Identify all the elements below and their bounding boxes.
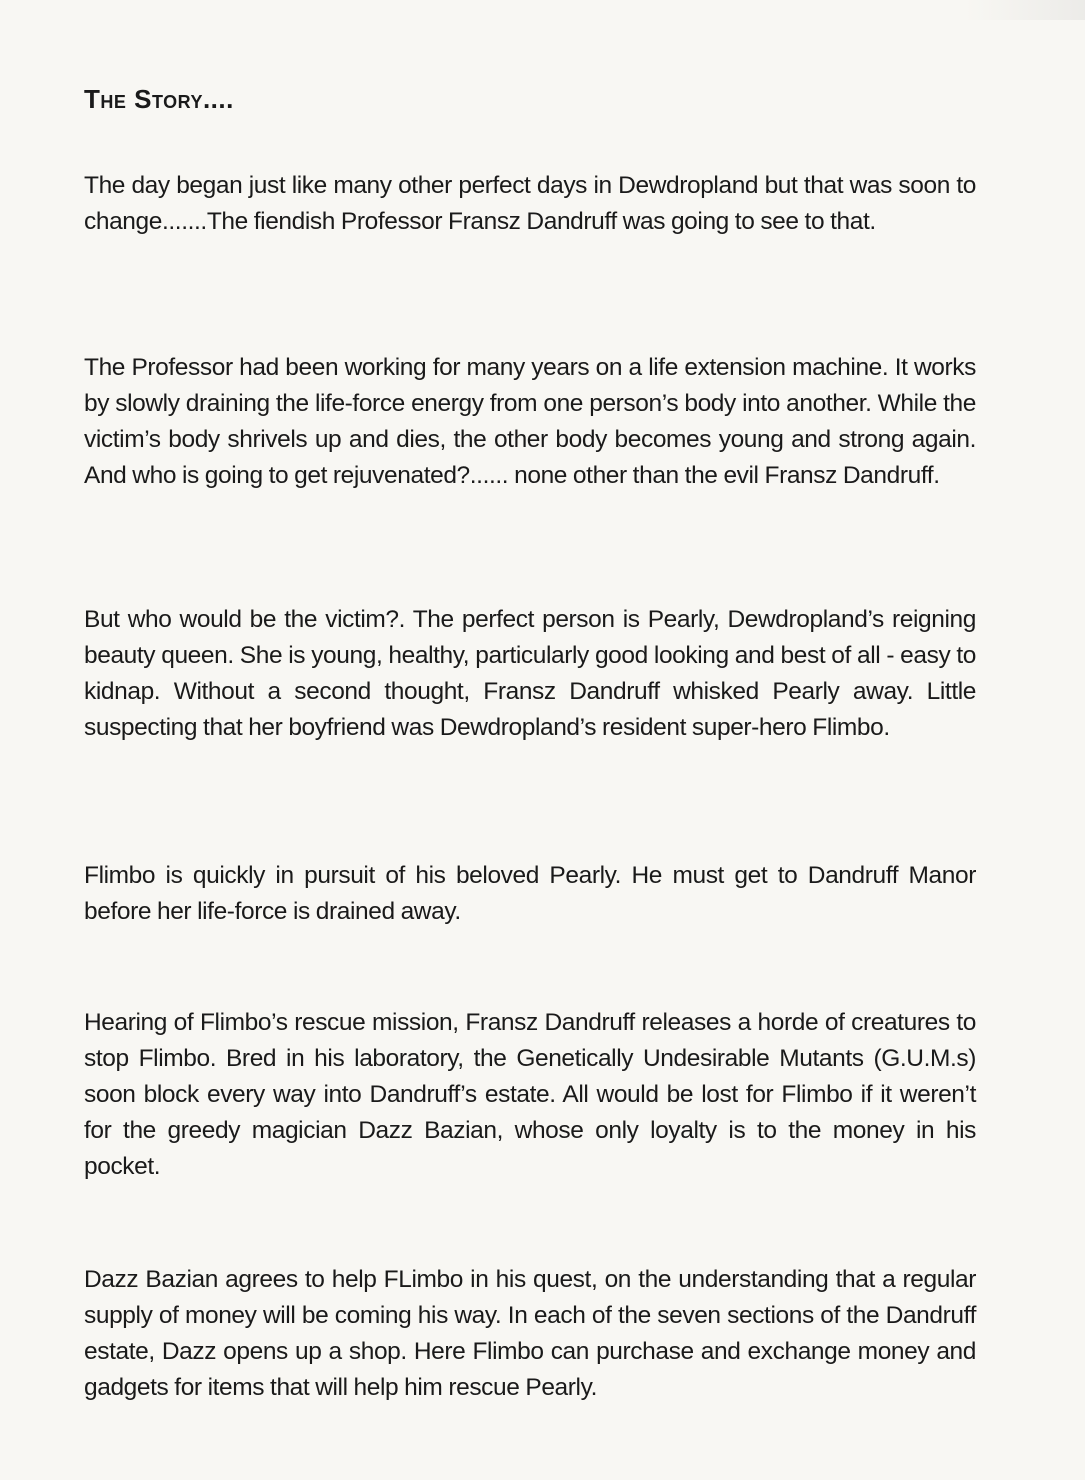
story-paragraph-1: The day began just like many other perfect days in Dewdropland but that was soon to change.......The fiendish Professor Fransz Dandruff was going to see to that.: [84, 172, 976, 235]
story-paragraph-2: The Professor had been working for many years on a life extension machine. It works by slowly draining the life-force energy from one person’s body into another. While the victim’s body shrivels up and dies, the other body becomes young and strong again. And who is going to get rejuvenated?...... none other than the evil Fransz Dandruff.: [84, 354, 976, 489]
page-title: The Story....: [84, 84, 234, 114]
page-edge-shadow: [965, 0, 1085, 20]
story-paragraph-5: Hearing of Flimbo’s rescue mission, Fransz Dandruff releases a horde of creatures to stop Flimbo. Bred in his laboratory, the Genetically Undesirable Mutants (G.U.M.s) soon block every way into Dandruff’s estate. All would be lost for Flimbo if it weren’t for the greedy magician Dazz Bazian, whose only loyalty is to the money in his pocket.: [84, 1009, 976, 1180]
story-paragraph-6: Dazz Bazian agrees to help FLimbo in his quest, on the understanding that a regular supply of money will be coming his way. In each of the seven sections of the Dandruff estate, Dazz opens up a shop. Here Flimbo can purchase and exchange money and gadgets for items that will help him rescue Pearly.: [84, 1266, 976, 1401]
story-paragraph-4: Flimbo is quickly in pursuit of his beloved Pearly. He must get to Dandruff Manor before her life-force is drained away.: [84, 862, 976, 925]
story-paragraph-3: But who would be the victim?. The perfect person is Pearly, Dewdropland’s reigning beauty queen. She is young, healthy, particularly good looking and best of all - easy to kidnap. Without a second thought, Fransz Dandruff whisked Pearly away. Little suspecting that her boyfriend was Dewdropland’s resident super-hero Flimbo.: [84, 606, 976, 741]
